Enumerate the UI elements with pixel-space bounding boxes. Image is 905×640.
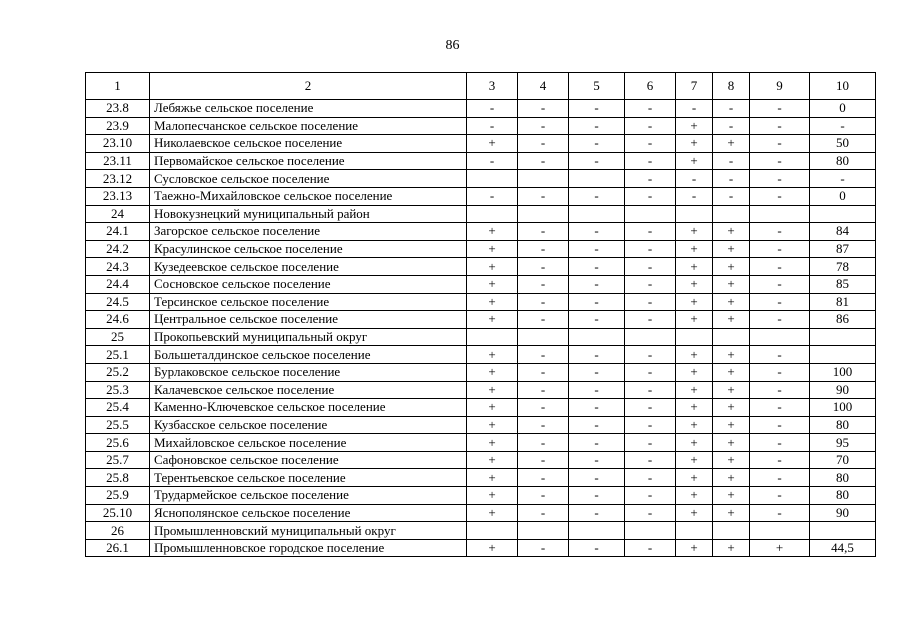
cell-col-3: +	[467, 399, 518, 417]
cell-col-name: Терсинское сельское поселение	[150, 293, 467, 311]
cell-col-5: -	[569, 399, 625, 417]
cell-col-3: +	[467, 275, 518, 293]
table-row	[86, 152, 876, 170]
page-number: 86	[445, 38, 460, 53]
cell-col-number: 24.5	[86, 293, 150, 311]
cell-col-7: +	[676, 504, 713, 522]
cell-col-6: -	[625, 381, 676, 399]
cell-col-4: -	[518, 487, 569, 505]
cell-col-number: 24	[86, 205, 150, 223]
cell-col-3	[467, 205, 518, 223]
cell-col-4: -	[518, 504, 569, 522]
cell-col-10: 95	[810, 434, 876, 452]
cell-col-4: -	[518, 187, 569, 205]
cell-col-9: -	[750, 293, 810, 311]
cell-col-5: -	[569, 152, 625, 170]
cell-col-3: +	[467, 293, 518, 311]
cell-col-3: +	[467, 451, 518, 469]
cell-col-3: -	[467, 117, 518, 135]
cell-col-number: 23.12	[86, 170, 150, 188]
cell-col-10: 44,5	[810, 539, 876, 557]
cell-col-7: +	[676, 469, 713, 487]
table-row	[86, 135, 876, 153]
cell-col-7: +	[676, 293, 713, 311]
cell-col-6: -	[625, 135, 676, 153]
table-row	[86, 346, 876, 364]
cell-col-9: -	[750, 100, 810, 118]
cell-col-7	[676, 328, 713, 346]
cell-col-number: 25.9	[86, 487, 150, 505]
cell-col-8: +	[713, 135, 750, 153]
cell-col-9: -	[750, 311, 810, 329]
cell-col-8: +	[713, 451, 750, 469]
cell-col-8: +	[713, 346, 750, 364]
cell-col-4: -	[518, 363, 569, 381]
cell-col-8: -	[713, 187, 750, 205]
header-cell-col-6: 6	[625, 73, 676, 100]
cell-col-6: -	[625, 416, 676, 434]
cell-col-9: -	[750, 381, 810, 399]
cell-col-5: -	[569, 311, 625, 329]
header-cell-col-5: 5	[569, 73, 625, 100]
cell-col-10: 80	[810, 469, 876, 487]
cell-col-3	[467, 328, 518, 346]
table-row	[86, 434, 876, 452]
table-row	[86, 187, 876, 205]
cell-col-5: -	[569, 451, 625, 469]
cell-col-5	[569, 328, 625, 346]
cell-col-3: +	[467, 135, 518, 153]
cell-col-8: -	[713, 170, 750, 188]
cell-col-8: +	[713, 399, 750, 417]
table-row	[86, 117, 876, 135]
cell-col-6: -	[625, 117, 676, 135]
table-row	[86, 170, 876, 188]
cell-col-5: -	[569, 539, 625, 557]
table-row	[86, 363, 876, 381]
cell-col-10	[810, 346, 876, 364]
table-row	[86, 258, 876, 276]
cell-col-6	[625, 522, 676, 540]
cell-col-6: -	[625, 258, 676, 276]
cell-col-7: +	[676, 399, 713, 417]
cell-col-4: -	[518, 346, 569, 364]
cell-col-7: +	[676, 346, 713, 364]
cell-col-3: +	[467, 434, 518, 452]
cell-col-4: -	[518, 223, 569, 241]
table-row	[86, 522, 876, 540]
cell-col-5	[569, 205, 625, 223]
cell-col-number: 25.1	[86, 346, 150, 364]
cell-col-name: Таежно-Михайловское сельское поселение	[150, 187, 467, 205]
header-cell-col-4: 4	[518, 73, 569, 100]
cell-col-8: +	[713, 363, 750, 381]
cell-col-4	[518, 328, 569, 346]
cell-col-10: 90	[810, 381, 876, 399]
cell-col-5: -	[569, 346, 625, 364]
cell-col-3	[467, 170, 518, 188]
cell-col-name: Новокузнецкий муниципальный район	[150, 205, 467, 223]
cell-col-name: Красулинское сельское поселение	[150, 240, 467, 258]
cell-col-7: +	[676, 539, 713, 557]
cell-col-7: +	[676, 451, 713, 469]
cell-col-7: +	[676, 223, 713, 241]
cell-col-8	[713, 328, 750, 346]
cell-col-8: +	[713, 434, 750, 452]
cell-col-5	[569, 170, 625, 188]
cell-col-4	[518, 522, 569, 540]
cell-col-4: -	[518, 152, 569, 170]
cell-col-4: -	[518, 258, 569, 276]
cell-col-6: -	[625, 293, 676, 311]
cell-col-number: 25.6	[86, 434, 150, 452]
cell-col-9: -	[750, 152, 810, 170]
cell-col-10: 86	[810, 311, 876, 329]
cell-col-3: -	[467, 187, 518, 205]
cell-col-9: -	[750, 240, 810, 258]
cell-col-9	[750, 522, 810, 540]
cell-col-5: -	[569, 117, 625, 135]
cell-col-3: +	[467, 363, 518, 381]
cell-col-8: +	[713, 258, 750, 276]
cell-col-name: Калачевское сельское поселение	[150, 381, 467, 399]
cell-col-9: -	[750, 434, 810, 452]
cell-col-4	[518, 205, 569, 223]
cell-col-6: -	[625, 487, 676, 505]
table-row	[86, 223, 876, 241]
cell-col-6: -	[625, 399, 676, 417]
cell-col-7	[676, 205, 713, 223]
cell-col-5: -	[569, 187, 625, 205]
table-row	[86, 311, 876, 329]
cell-col-name: Трудармейское сельское поселение	[150, 487, 467, 505]
cell-col-10	[810, 205, 876, 223]
cell-col-5: -	[569, 434, 625, 452]
cell-col-5: -	[569, 223, 625, 241]
cell-col-5: -	[569, 293, 625, 311]
cell-col-number: 25.2	[86, 363, 150, 381]
cell-col-name: Сусловское сельское поселение	[150, 170, 467, 188]
cell-col-7: +	[676, 275, 713, 293]
table-header-row	[86, 73, 876, 100]
cell-col-number: 24.3	[86, 258, 150, 276]
cell-col-name: Бурлаковское сельское поселение	[150, 363, 467, 381]
cell-col-8: -	[713, 100, 750, 118]
cell-col-name: Кузбасское сельское поселение	[150, 416, 467, 434]
cell-col-8	[713, 522, 750, 540]
cell-col-8: +	[713, 487, 750, 505]
cell-col-10: 80	[810, 152, 876, 170]
cell-col-9: -	[750, 187, 810, 205]
cell-col-9: -	[750, 135, 810, 153]
cell-col-6: -	[625, 539, 676, 557]
cell-col-name: Промышленновское городское поселение	[150, 539, 467, 557]
cell-col-10: 87	[810, 240, 876, 258]
cell-col-4: -	[518, 311, 569, 329]
cell-col-8: +	[713, 504, 750, 522]
cell-col-7: +	[676, 258, 713, 276]
cell-col-9: -	[750, 399, 810, 417]
header-cell-col-number: 1	[86, 73, 150, 100]
cell-col-7: +	[676, 135, 713, 153]
cell-col-name: Сосновское сельское поселение	[150, 275, 467, 293]
cell-col-name: Михайловское сельское поселение	[150, 434, 467, 452]
cell-col-6: -	[625, 311, 676, 329]
cell-col-7: -	[676, 100, 713, 118]
cell-col-10	[810, 522, 876, 540]
cell-col-4: -	[518, 135, 569, 153]
cell-col-number: 26	[86, 522, 150, 540]
cell-col-number: 23.8	[86, 100, 150, 118]
cell-col-9: -	[750, 469, 810, 487]
cell-col-5: -	[569, 100, 625, 118]
cell-col-name: Терентьевское сельское поселение	[150, 469, 467, 487]
cell-col-6: -	[625, 223, 676, 241]
header-cell-col-8: 8	[713, 73, 750, 100]
cell-col-7: +	[676, 117, 713, 135]
table-row	[86, 240, 876, 258]
cell-col-8: +	[713, 539, 750, 557]
cell-col-8: +	[713, 240, 750, 258]
cell-col-6: -	[625, 451, 676, 469]
cell-col-number: 25.3	[86, 381, 150, 399]
cell-col-10: 84	[810, 223, 876, 241]
cell-col-6	[625, 205, 676, 223]
cell-col-6: -	[625, 469, 676, 487]
cell-col-9: -	[750, 223, 810, 241]
cell-col-10: 78	[810, 258, 876, 276]
cell-col-number: 25.4	[86, 399, 150, 417]
cell-col-3: +	[467, 346, 518, 364]
cell-col-9	[750, 328, 810, 346]
cell-col-10: 0	[810, 100, 876, 118]
cell-col-3: +	[467, 311, 518, 329]
cell-col-7: +	[676, 363, 713, 381]
cell-col-number: 23.13	[86, 187, 150, 205]
cell-col-8	[713, 205, 750, 223]
cell-col-5: -	[569, 258, 625, 276]
cell-col-name: Прокопьевский муниципальный округ	[150, 328, 467, 346]
cell-col-10: -	[810, 170, 876, 188]
cell-col-number: 25	[86, 328, 150, 346]
cell-col-3: +	[467, 504, 518, 522]
header-cell-col-9: 9	[750, 73, 810, 100]
table-row	[86, 451, 876, 469]
cell-col-7	[676, 522, 713, 540]
cell-col-10: 50	[810, 135, 876, 153]
cell-col-7: +	[676, 416, 713, 434]
cell-col-10: -	[810, 117, 876, 135]
cell-col-3: +	[467, 469, 518, 487]
cell-col-3	[467, 522, 518, 540]
header-cell-col-name: 2	[150, 73, 467, 100]
table-row	[86, 539, 876, 557]
cell-col-number: 23.11	[86, 152, 150, 170]
cell-col-6: -	[625, 504, 676, 522]
cell-col-name: Большеталдинское сельское поселение	[150, 346, 467, 364]
cell-col-9: +	[750, 539, 810, 557]
cell-col-5: -	[569, 363, 625, 381]
cell-col-7: +	[676, 311, 713, 329]
cell-col-7: +	[676, 381, 713, 399]
cell-col-6: -	[625, 187, 676, 205]
table-row	[86, 205, 876, 223]
cell-col-4: -	[518, 416, 569, 434]
cell-col-5: -	[569, 487, 625, 505]
cell-col-number: 24.4	[86, 275, 150, 293]
cell-col-3: -	[467, 152, 518, 170]
cell-col-4: -	[518, 117, 569, 135]
cell-col-8: -	[713, 152, 750, 170]
cell-col-number: 23.9	[86, 117, 150, 135]
cell-col-6: -	[625, 275, 676, 293]
cell-col-3: +	[467, 240, 518, 258]
cell-col-3: +	[467, 539, 518, 557]
cell-col-5: -	[569, 275, 625, 293]
cell-col-name: Сафоновское сельское поселение	[150, 451, 467, 469]
cell-col-9	[750, 205, 810, 223]
cell-col-3: +	[467, 258, 518, 276]
cell-col-10: 100	[810, 363, 876, 381]
cell-col-3: +	[467, 223, 518, 241]
header-cell-col-3: 3	[467, 73, 518, 100]
cell-col-10: 80	[810, 487, 876, 505]
cell-col-7: +	[676, 152, 713, 170]
cell-col-name: Первомайское сельское поселение	[150, 152, 467, 170]
cell-col-8: +	[713, 223, 750, 241]
cell-col-name: Николаевское сельское поселение	[150, 135, 467, 153]
cell-col-10	[810, 328, 876, 346]
cell-col-number: 25.10	[86, 504, 150, 522]
cell-col-name: Малопесчанское сельское поселение	[150, 117, 467, 135]
cell-col-6: -	[625, 100, 676, 118]
cell-col-number: 26.1	[86, 539, 150, 557]
cell-col-8: +	[713, 416, 750, 434]
cell-col-8: +	[713, 275, 750, 293]
cell-col-number: 24.2	[86, 240, 150, 258]
cell-col-9: -	[750, 504, 810, 522]
cell-col-number: 24.1	[86, 223, 150, 241]
cell-col-8: +	[713, 311, 750, 329]
header-cell-col-7: 7	[676, 73, 713, 100]
cell-col-name: Центральное сельское поселение	[150, 311, 467, 329]
cell-col-4: -	[518, 293, 569, 311]
cell-col-7: +	[676, 434, 713, 452]
cell-col-4: -	[518, 539, 569, 557]
cell-col-6: -	[625, 434, 676, 452]
cell-col-9: -	[750, 275, 810, 293]
cell-col-10: 0	[810, 187, 876, 205]
cell-col-6	[625, 328, 676, 346]
cell-col-name: Промышленновский муниципальный округ	[150, 522, 467, 540]
cell-col-4	[518, 170, 569, 188]
cell-col-name: Загорское сельское поселение	[150, 223, 467, 241]
cell-col-7: -	[676, 187, 713, 205]
table-row	[86, 416, 876, 434]
cell-col-name: Яснополянское сельское поселение	[150, 504, 467, 522]
table-row	[86, 504, 876, 522]
table-row	[86, 293, 876, 311]
cell-col-7: -	[676, 170, 713, 188]
cell-col-6: -	[625, 170, 676, 188]
cell-col-9: -	[750, 346, 810, 364]
table-row	[86, 275, 876, 293]
cell-col-6: -	[625, 363, 676, 381]
cell-col-4: -	[518, 100, 569, 118]
table-row	[86, 328, 876, 346]
cell-col-number: 25.5	[86, 416, 150, 434]
cell-col-5	[569, 522, 625, 540]
cell-col-9: -	[750, 170, 810, 188]
cell-col-3: +	[467, 487, 518, 505]
cell-col-6: -	[625, 240, 676, 258]
cell-col-5: -	[569, 135, 625, 153]
settlements-table	[85, 72, 876, 557]
cell-col-9: -	[750, 258, 810, 276]
cell-col-10: 70	[810, 451, 876, 469]
cell-col-4: -	[518, 399, 569, 417]
cell-col-8: +	[713, 469, 750, 487]
cell-col-10: 90	[810, 504, 876, 522]
cell-col-7: +	[676, 240, 713, 258]
cell-col-5: -	[569, 416, 625, 434]
cell-col-6: -	[625, 346, 676, 364]
cell-col-8: +	[713, 293, 750, 311]
header-cell-col-10: 10	[810, 73, 876, 100]
cell-col-4: -	[518, 451, 569, 469]
cell-col-10: 85	[810, 275, 876, 293]
table-row	[86, 381, 876, 399]
cell-col-4: -	[518, 381, 569, 399]
cell-col-5: -	[569, 469, 625, 487]
table-row	[86, 399, 876, 417]
cell-col-10: 100	[810, 399, 876, 417]
cell-col-9: -	[750, 117, 810, 135]
cell-col-6: -	[625, 152, 676, 170]
cell-col-number: 23.10	[86, 135, 150, 153]
table-row	[86, 487, 876, 505]
cell-col-10: 81	[810, 293, 876, 311]
cell-col-9: -	[750, 416, 810, 434]
cell-col-9: -	[750, 363, 810, 381]
cell-col-3: +	[467, 381, 518, 399]
cell-col-9: -	[750, 451, 810, 469]
cell-col-10: 80	[810, 416, 876, 434]
cell-col-number: 24.6	[86, 311, 150, 329]
cell-col-8: -	[713, 117, 750, 135]
cell-col-name: Каменно-Ключевское сельское поселение	[150, 399, 467, 417]
cell-col-name: Лебяжье сельское поселение	[150, 100, 467, 118]
table-row	[86, 100, 876, 118]
cell-col-5: -	[569, 240, 625, 258]
cell-col-4: -	[518, 275, 569, 293]
cell-col-4: -	[518, 469, 569, 487]
cell-col-3: -	[467, 100, 518, 118]
cell-col-number: 25.8	[86, 469, 150, 487]
cell-col-7: +	[676, 487, 713, 505]
cell-col-number: 25.7	[86, 451, 150, 469]
cell-col-name: Кузедеевское сельское поселение	[150, 258, 467, 276]
cell-col-9: -	[750, 487, 810, 505]
cell-col-4: -	[518, 240, 569, 258]
cell-col-8: +	[713, 381, 750, 399]
cell-col-5: -	[569, 504, 625, 522]
cell-col-3: +	[467, 416, 518, 434]
cell-col-4: -	[518, 434, 569, 452]
cell-col-5: -	[569, 381, 625, 399]
table-row	[86, 469, 876, 487]
